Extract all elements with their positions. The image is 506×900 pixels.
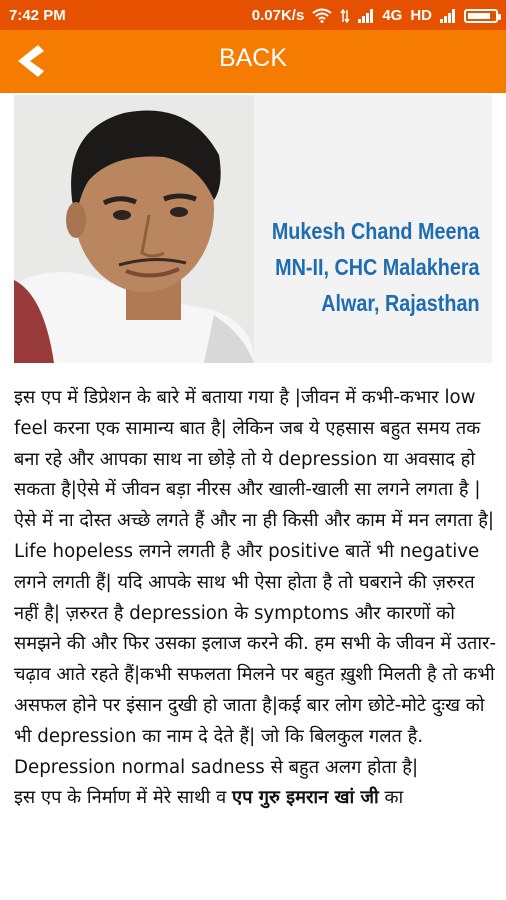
network-type: 4G (382, 7, 403, 24)
status-bar (0, 0, 506, 30)
data-transfer-icon (340, 9, 350, 23)
signal-icon-2 (440, 9, 456, 23)
back-button[interactable]: BACK (218, 44, 288, 72)
signal-icon (358, 9, 374, 23)
profile-caption (272, 213, 480, 321)
article-paragraph: इस एप में डिप्रेशन के बारे में बताया गया है |जीवन में कभी-कभार low feel करना एक सामान्य बात है| लेकिन जब ये एहसास बहुत समय तक बना रहे और आपका साथ ना छोड़े तो ये depression या अवसाद हो सकता है|ऐसे में जीवन बड़ा नीरस और खाली-खाली सा लगने लगता है |ऐसे में ना दोस्त अच्छे लगते हैं और ना ही किसी और काम में मन लगता है| Life hopeless लगने लगती है और positive बातें भी negative लगने लगती हैं| यदि आपके साथ भी ऐसा होता है तो घबराने की ज़रुरत नहीं है| ज़रुरत है depression के symptoms और कारणों को समझने की और फिर उसका इलाज करने की. हम सभी के जीवन में उतार-चढ़ाव आते रहते हैं|कभी सफलता मिलने पर बहुत ख़ुशी मिलती है तो कभी असफल होने पर इंसान दुखी हो जाता है|कई बार लोग छोटे-मोटे दुःख को भी depression का नाम दे देते हैं| जो कि बिलकुल गलत है. Depression normal sadness से बहुत अलग होता है| (14, 387, 497, 778)
profile-designation: MN-II, CHC Malakhera (275, 254, 480, 280)
wifi-icon (312, 8, 332, 23)
credit-line (14, 783, 500, 814)
battery-fill (468, 13, 490, 19)
article-body (14, 383, 500, 814)
credit-prefix: इस एप के निर्माण में मेरे साथी व (14, 787, 233, 809)
profile-name: Mukesh Chand Meena (272, 218, 480, 244)
profile-card (14, 95, 492, 363)
battery-icon (464, 9, 498, 23)
credit-name: एप गुरु इमरान खां जी (232, 787, 379, 809)
status-indicators (252, 7, 498, 24)
profile-photo (14, 95, 254, 363)
credit-suffix: का (378, 787, 404, 809)
profile-location: Alwar, Rajasthan (321, 290, 480, 316)
app-bar (0, 30, 506, 93)
hd-label: HD (410, 7, 432, 24)
status-time: 7:42 PM (9, 7, 66, 24)
network-speed: 0.07K/s (251, 7, 305, 24)
